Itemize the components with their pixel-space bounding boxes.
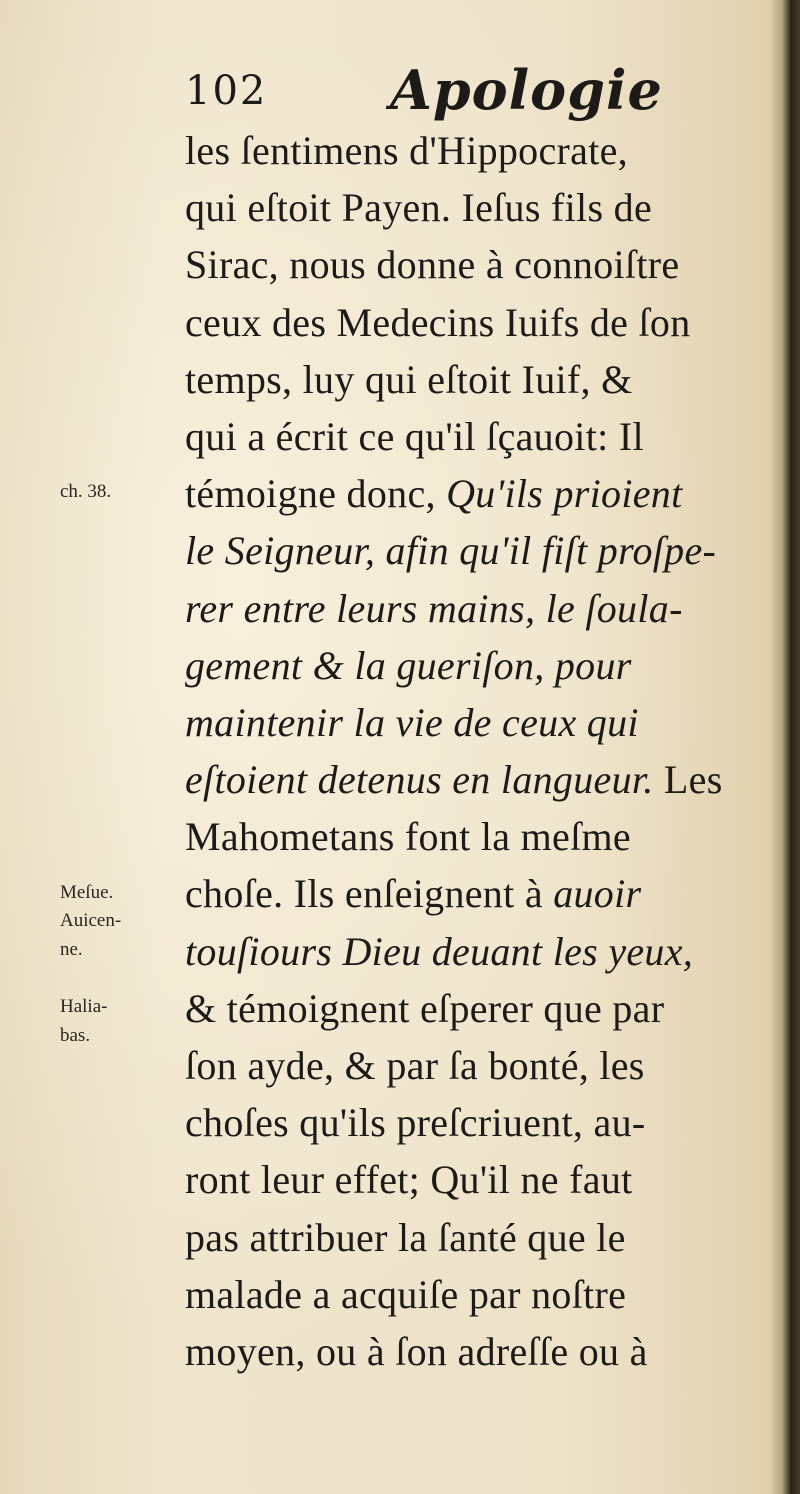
text-line bbox=[185, 980, 785, 1037]
text-segment: ſon ayde, & par ſa bonté, les bbox=[185, 1043, 645, 1088]
text-segment: & témoignent eſperer que par bbox=[185, 985, 665, 1031]
text-line bbox=[185, 408, 785, 465]
text-segment: ront leur effet; Qu'il ne faut bbox=[185, 1157, 633, 1203]
italic-text-segment: le Seigneur, afin qu'il fiſt proſpe- bbox=[185, 528, 717, 574]
text-segment: qui eſtoit Payen. Ieſus fils de bbox=[185, 185, 652, 231]
text-line bbox=[185, 236, 785, 293]
italic-text-segment: Qu'ils prioient bbox=[446, 471, 683, 517]
text-line bbox=[185, 923, 785, 980]
text-line bbox=[185, 522, 785, 579]
text-segment: pas attribuer la ſanté que le bbox=[185, 1214, 626, 1260]
text-segment: choſe. Ils enſeignent à bbox=[185, 871, 554, 917]
text-segment: moyen, ou à ſon adreſſe ou à bbox=[185, 1328, 648, 1374]
text-line bbox=[185, 1151, 785, 1208]
text-segment: les ſentimens d'Hippocrate, bbox=[185, 128, 628, 173]
text-line bbox=[185, 1037, 785, 1094]
text-line bbox=[185, 465, 785, 522]
page-number: 102 bbox=[185, 68, 268, 114]
text-line bbox=[185, 1323, 785, 1380]
margin-note: ch. 38. bbox=[60, 481, 112, 503]
text-segment: malade a acquiſe par noſtre bbox=[185, 1271, 627, 1317]
italic-text-segment: rer entre leurs mains, le ſoula- bbox=[185, 585, 683, 631]
text-segment: qui a écrit ce qu'il ſçauoit: Il bbox=[185, 413, 644, 459]
text-segment: témoigne donc, bbox=[185, 471, 447, 517]
running-title: Apologie bbox=[390, 58, 663, 122]
italic-text-segment: maintenir la vie de ceux qui bbox=[185, 699, 639, 745]
text-line bbox=[185, 351, 785, 408]
text-segment: Les bbox=[653, 757, 723, 803]
text-line bbox=[185, 751, 785, 808]
body-text bbox=[185, 122, 785, 1380]
margin-note: ne. bbox=[60, 938, 83, 960]
text-segment: choſes qu'ils preſcriuent, au- bbox=[185, 1100, 646, 1146]
text-line bbox=[185, 1266, 785, 1323]
italic-text-segment: eſtoient detenus en langueur. bbox=[185, 757, 654, 803]
margin-note: Halia- bbox=[60, 996, 108, 1017]
text-line bbox=[185, 808, 785, 865]
text-line bbox=[185, 694, 785, 751]
margin-note: Auicen- bbox=[60, 910, 122, 932]
text-line bbox=[185, 1209, 785, 1266]
text-line bbox=[185, 580, 785, 637]
text-line bbox=[185, 637, 785, 694]
text-line bbox=[185, 122, 785, 179]
text-line bbox=[185, 294, 785, 351]
italic-text-segment: gement & la gueriſon, pour bbox=[185, 642, 632, 688]
text-segment: temps, luy qui eſtoit Iuif, & bbox=[185, 356, 633, 402]
text-line bbox=[185, 1094, 785, 1151]
text-segment: Mahometans font la meſme bbox=[185, 814, 631, 860]
italic-text-segment: auoir bbox=[553, 871, 642, 917]
text-segment: Sirac, nous donne à connoiſtre bbox=[185, 242, 680, 288]
text-line bbox=[185, 179, 785, 236]
text-segment: ceux des Medecins Iuifs de ſon bbox=[185, 299, 691, 345]
text-line bbox=[185, 865, 785, 922]
italic-text-segment: touſiours Dieu deuant les yeux, bbox=[185, 928, 694, 974]
margin-note: Meſue. bbox=[60, 881, 114, 903]
margin-note: bas. bbox=[60, 1024, 91, 1046]
